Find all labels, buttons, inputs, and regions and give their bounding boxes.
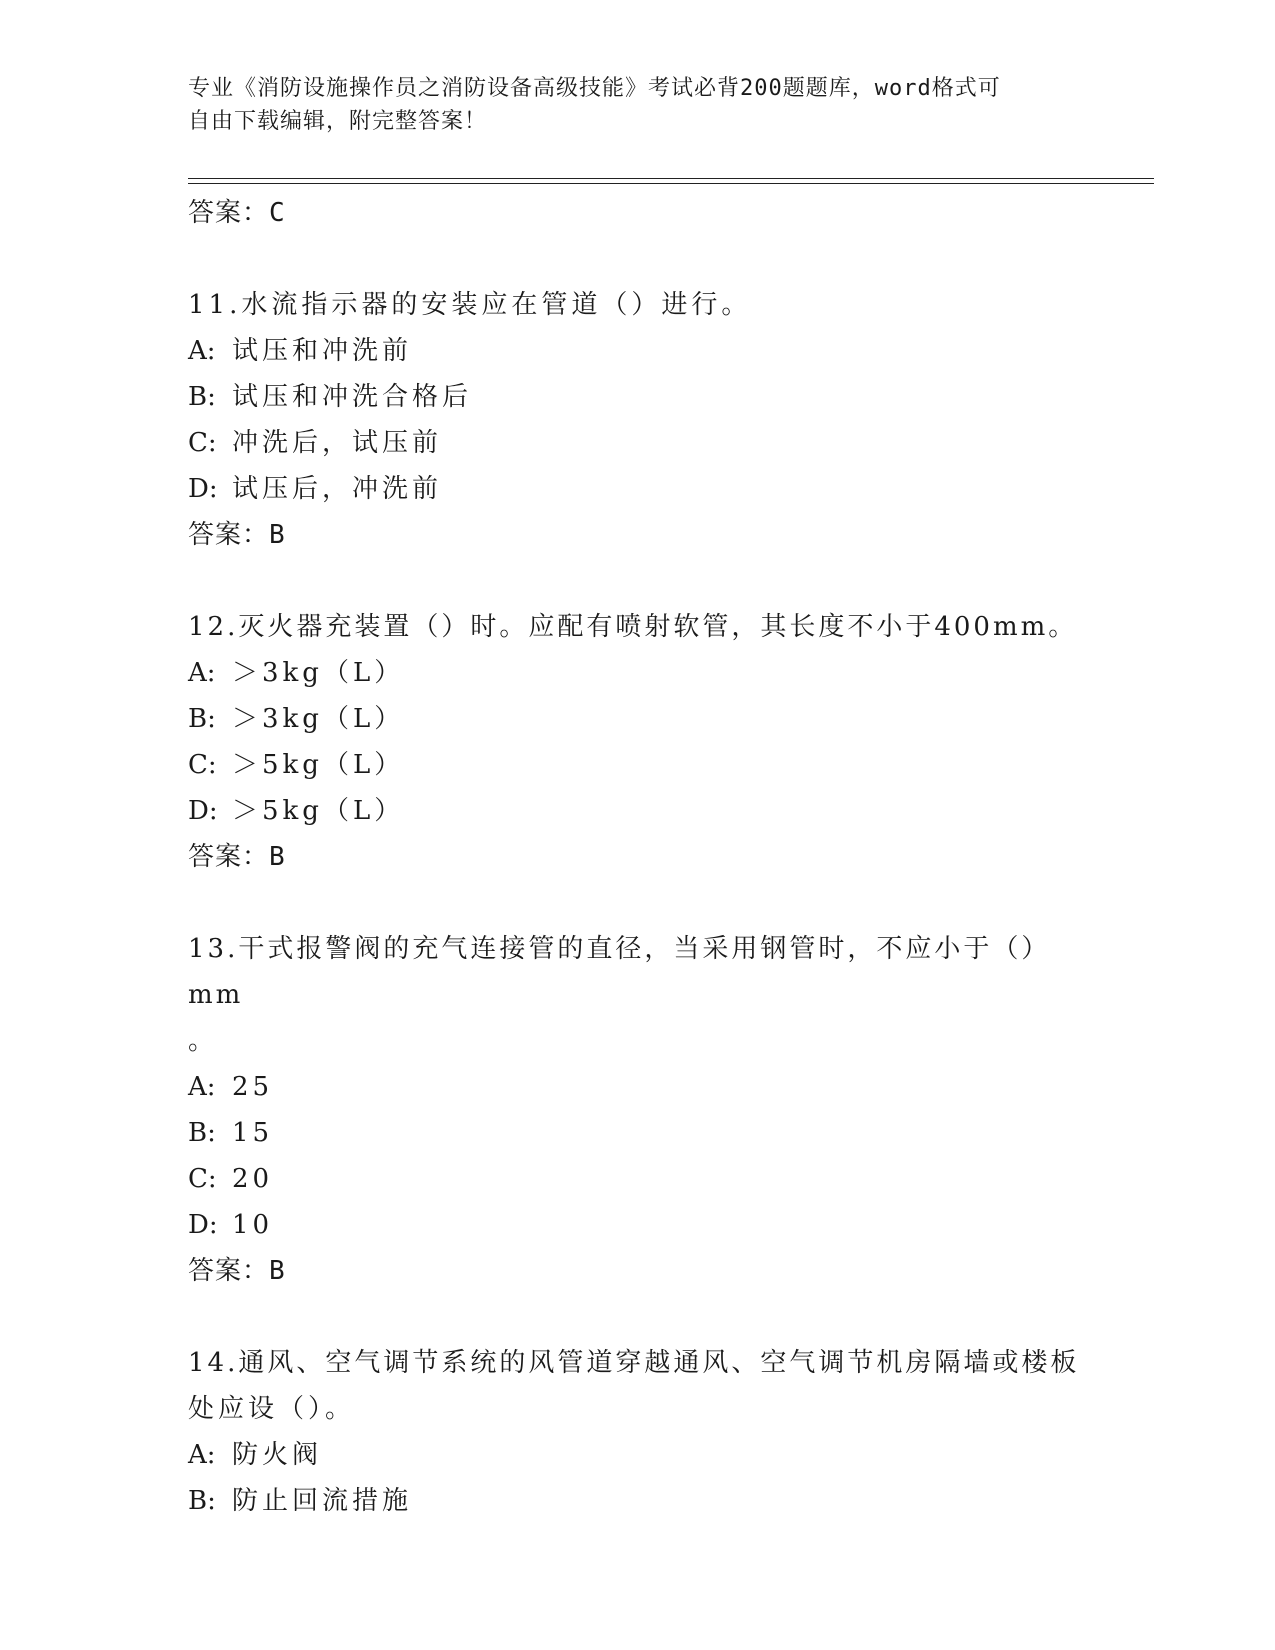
option-letter: B: <box>188 704 216 734</box>
option-text: 冲洗后，试压前 <box>232 428 443 458</box>
option-c <box>188 742 1088 788</box>
option-text: 防火阀 <box>232 1440 323 1470</box>
option-c <box>188 1156 1088 1202</box>
option-text: ＞3kg（L） <box>232 658 405 688</box>
option-d <box>188 788 1088 834</box>
option-letter: D: <box>188 1210 218 1240</box>
option-letter: B: <box>188 1486 216 1516</box>
option-text: 15 <box>232 1118 274 1148</box>
option-letter: D: <box>188 796 218 826</box>
option-b <box>188 1478 1088 1524</box>
option-text: ＞5kg（L） <box>232 796 405 826</box>
option-letter: B: <box>188 382 216 412</box>
header-line-1: 专业《消防设施操作员之消防设备高级技能》考试必背200题题库，word格式可 <box>188 76 1001 101</box>
question-text: 13.干式报警阀的充气连接管的直径，当采用钢管时，不应小于（）mm <box>188 934 1051 1010</box>
question-text: 14.通风、空气调节系统的风管道穿越通风、空气调节机房隔墙或楼板 <box>188 1348 1080 1378</box>
option-c <box>188 420 1088 466</box>
option-a <box>188 328 1088 374</box>
previous-answer: 答案：C <box>188 198 286 228</box>
question-text: 12.灭火器充装置（）时。应配有喷射软管，其长度不小于400mm。 <box>188 612 1078 642</box>
option-a <box>188 1064 1088 1110</box>
option-d <box>188 466 1088 512</box>
header-divider-bottom <box>188 183 1154 184</box>
option-text: 试压后，冲洗前 <box>232 474 443 504</box>
option-text: ＞5kg（L） <box>232 750 405 780</box>
option-text: 试压和冲洗前 <box>232 336 413 366</box>
question-12 <box>188 604 1088 880</box>
header-divider-top <box>188 178 1154 179</box>
question-11 <box>188 282 1088 558</box>
option-letter: A: <box>188 658 216 688</box>
option-letter: C: <box>188 750 217 780</box>
option-text: 防止回流措施 <box>232 1486 413 1516</box>
header-line-2: 自由下载编辑，附完整答案！ <box>188 109 488 134</box>
option-letter: B: <box>188 1118 216 1148</box>
option-a <box>188 1432 1088 1478</box>
option-a <box>188 650 1088 696</box>
option-b <box>188 1110 1088 1156</box>
question-14 <box>188 1340 1088 1524</box>
option-letter: A: <box>188 1072 216 1102</box>
option-text: ＞3kg（L） <box>232 704 405 734</box>
question-text-continued: 处应设（）。 <box>188 1394 356 1424</box>
question-text: 11.水流指示器的安装应在管道（）进行。 <box>188 290 752 320</box>
option-text: 试压和冲洗合格后 <box>232 382 473 412</box>
document-header <box>188 72 1068 138</box>
option-letter: A: <box>188 1440 216 1470</box>
option-letter: D: <box>188 474 218 504</box>
option-letter: C: <box>188 428 217 458</box>
option-text: 25 <box>232 1072 274 1102</box>
option-d <box>188 1202 1088 1248</box>
question-list <box>188 190 1088 1524</box>
option-text: 20 <box>232 1164 274 1194</box>
option-b <box>188 696 1088 742</box>
question-13 <box>188 926 1088 1294</box>
answer-line: 答案：B <box>188 1256 286 1286</box>
option-letter: A: <box>188 336 216 366</box>
answer-line: 答案：B <box>188 842 286 872</box>
option-text: 10 <box>232 1210 274 1240</box>
option-b <box>188 374 1088 420</box>
option-letter: C: <box>188 1164 217 1194</box>
question-text-continued: 。 <box>188 1026 219 1056</box>
answer-line: 答案：B <box>188 520 286 550</box>
